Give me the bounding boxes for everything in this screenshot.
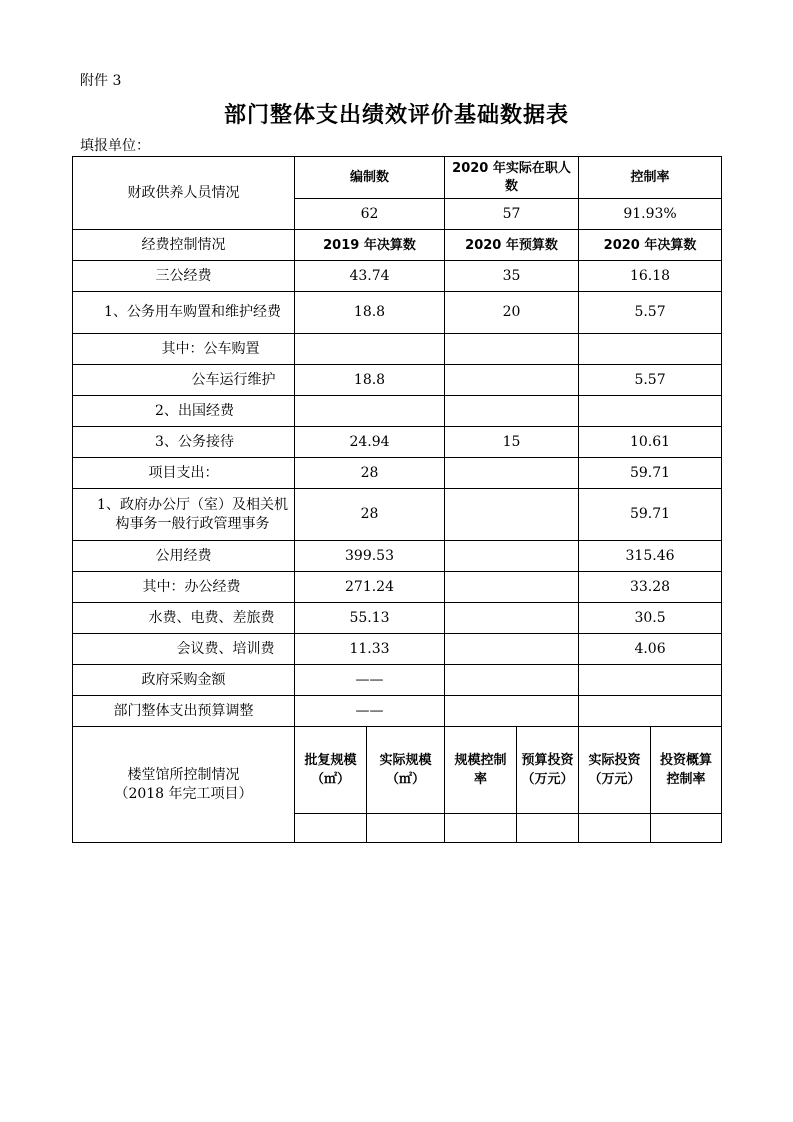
value-budget-2020	[445, 665, 579, 696]
value-2019: 18.8	[295, 292, 445, 334]
building-value-scale-rate	[445, 814, 517, 843]
funds-label: 经费控制情况	[73, 230, 295, 261]
value-final-2020: 5.57	[579, 292, 722, 334]
table-row	[73, 292, 722, 334]
funds-header-final-2020: 2020 年决算数	[579, 230, 722, 261]
staff-header-actual: 2020 年实际在职人数	[445, 157, 579, 199]
table-row	[73, 365, 722, 396]
funds-header-budget-2020: 2020 年预算数	[445, 230, 579, 261]
value-2019: 271.24	[295, 572, 445, 603]
value-final-2020: 30.5	[579, 603, 722, 634]
value-budget-2020	[445, 396, 579, 427]
building-label-line2: （2018 年完工项目）	[114, 785, 253, 802]
staff-quota-value: 62	[295, 199, 445, 230]
building-value-actual-scale	[367, 814, 445, 843]
table-row	[73, 458, 722, 489]
table-row	[73, 489, 722, 541]
fill-unit-label: 填报单位：	[80, 138, 150, 154]
data-table	[72, 156, 722, 843]
row-label: 1、政府办公厅（室）及相关机构事务一般行政管理事务	[73, 489, 295, 541]
row-label: 三公经费	[73, 261, 295, 292]
value-2019: 28	[295, 458, 445, 489]
funds-header-2019: 2019 年决算数	[295, 230, 445, 261]
staff-label: 财政供养人员情况	[73, 157, 295, 230]
row-label: 政府采购金额	[73, 665, 295, 696]
value-final-2020: 59.71	[579, 458, 722, 489]
value-budget-2020	[445, 696, 579, 727]
staff-header-row	[73, 157, 722, 199]
value-final-2020: 59.71	[579, 489, 722, 541]
building-header-row	[73, 727, 722, 814]
building-header-actual-investment: 实际投资（万元）	[579, 727, 651, 814]
value-2019	[295, 396, 445, 427]
table-row	[73, 634, 722, 665]
value-2019: 43.74	[295, 261, 445, 292]
row-label: 项目支出：	[73, 458, 295, 489]
value-budget-2020	[445, 541, 579, 572]
table-row	[73, 261, 722, 292]
value-2019: 18.8	[295, 365, 445, 396]
table-row	[73, 603, 722, 634]
row-label: 水费、电费、差旅费	[73, 603, 295, 634]
table-row	[73, 427, 722, 458]
staff-actual-value: 57	[445, 199, 579, 230]
building-header-budget-investment: 预算投资（万元）	[517, 727, 579, 814]
staff-header-quota: 编制数	[295, 157, 445, 199]
value-final-2020: 10.61	[579, 427, 722, 458]
building-header-actual-scale: 实际规模（㎡）	[367, 727, 445, 814]
value-2019: 11.33	[295, 634, 445, 665]
value-final-2020	[579, 396, 722, 427]
row-label: 公车运行维护	[73, 365, 295, 396]
page-title: 部门整体支出绩效评价基础数据表	[223, 103, 569, 128]
building-header-approved-scale: 批复规模（㎡）	[295, 727, 367, 814]
value-budget-2020	[445, 603, 579, 634]
value-budget-2020	[445, 334, 579, 365]
row-label: 其中：公车购置	[73, 334, 295, 365]
row-label: 1、公务用车购置和维护经费	[73, 292, 295, 334]
row-label: 2、出国经费	[73, 396, 295, 427]
value-final-2020: 33.28	[579, 572, 722, 603]
building-header-scale-rate: 规模控制率	[445, 727, 517, 814]
building-label	[73, 727, 295, 843]
value-budget-2020	[445, 572, 579, 603]
value-final-2020: 4.06	[579, 634, 722, 665]
building-value-budget-investment	[517, 814, 579, 843]
building-value-actual-investment	[579, 814, 651, 843]
value-final-2020: 315.46	[579, 541, 722, 572]
value-final-2020	[579, 665, 722, 696]
value-2019: ——	[295, 665, 445, 696]
value-budget-2020: 35	[445, 261, 579, 292]
building-header-investment-rate: 投资概算控制率	[651, 727, 722, 814]
value-budget-2020	[445, 634, 579, 665]
row-label: 部门整体支出预算调整	[73, 696, 295, 727]
row-label: 其中：办公经费	[73, 572, 295, 603]
value-budget-2020: 15	[445, 427, 579, 458]
value-final-2020	[579, 334, 722, 365]
row-label: 公用经费	[73, 541, 295, 572]
table-row	[73, 572, 722, 603]
value-budget-2020	[445, 489, 579, 541]
value-2019: 399.53	[295, 541, 445, 572]
table-row	[73, 541, 722, 572]
value-budget-2020	[445, 365, 579, 396]
table-row	[73, 665, 722, 696]
row-label: 3、公务接待	[73, 427, 295, 458]
staff-header-rate: 控制率	[579, 157, 722, 199]
value-2019: 28	[295, 489, 445, 541]
value-final-2020: 16.18	[579, 261, 722, 292]
value-final-2020: 5.57	[579, 365, 722, 396]
funds-header-row	[73, 230, 722, 261]
value-2019: ——	[295, 696, 445, 727]
building-label-line1: 楼堂馆所控制情况	[127, 766, 240, 783]
row-label: 会议费、培训费	[73, 634, 295, 665]
table-row	[73, 396, 722, 427]
building-value-approved-scale	[295, 814, 367, 843]
building-value-investment-rate	[651, 814, 722, 843]
table-row	[73, 696, 722, 727]
value-2019: 24.94	[295, 427, 445, 458]
value-budget-2020	[445, 458, 579, 489]
value-2019	[295, 334, 445, 365]
value-budget-2020: 20	[445, 292, 579, 334]
table-row	[73, 334, 722, 365]
attachment-label: 附件 3	[80, 73, 122, 89]
value-2019: 55.13	[295, 603, 445, 634]
value-final-2020	[579, 696, 722, 727]
staff-rate-value: 91.93%	[579, 199, 722, 230]
